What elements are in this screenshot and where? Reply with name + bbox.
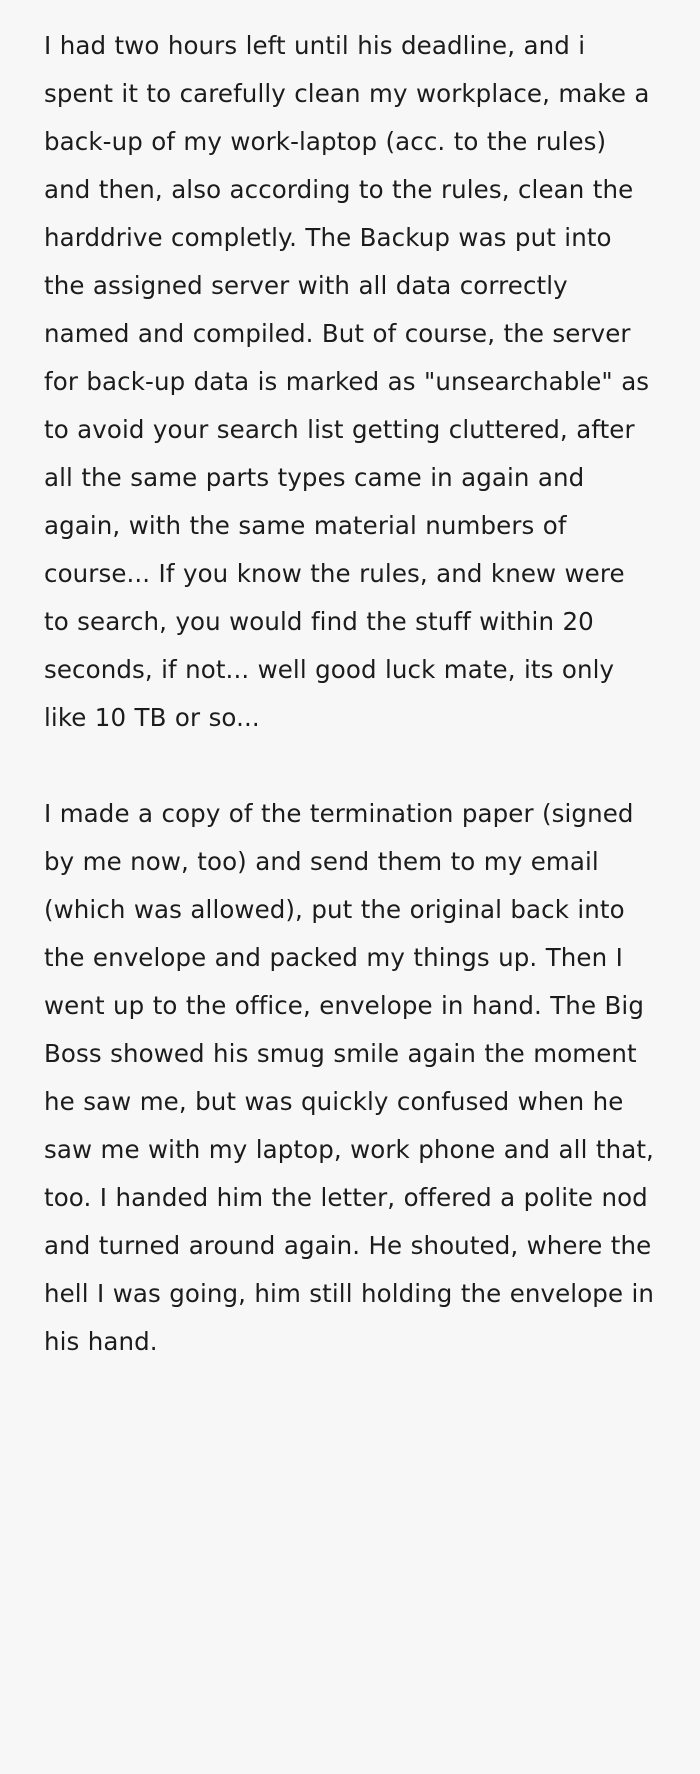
story-paragraph-2: I made a copy of the termination paper (signed by me now, too) and send them to my email (which was allowed), put the original back into the envelope and packed my things up. Then I went up to the office, envelope in hand. The Big Boss showed his smug smile again the moment he saw me, but was quickly confused when he saw me with my laptop, work phone and all that, too. I handed him the letter, offered a polite nod and turned around again. He shouted, where the hell I was going, him still holding the envelope in his hand.: [44, 799, 655, 1356]
story-paragraph-1: I had two hours left until his deadline, and i spent it to carefully clean my workplace, make a back-up of my work-laptop (acc. to the rules) and then, also according to the rules, clean the harddrive completly. The Backup was put into the assigned server with all data correctly named and compiled. But of course, the server for back-up data is marked as "unsearchable" as to avoid your search list getting cluttered, after all the same parts types came in again and again, with the same material numbers of course... If you know the rules, and knew were to search, you would find the stuff within 20 seconds, if not... well good luck mate, its only like 10 TB or so...: [44, 31, 650, 732]
story-body: [44, 22, 656, 1366]
